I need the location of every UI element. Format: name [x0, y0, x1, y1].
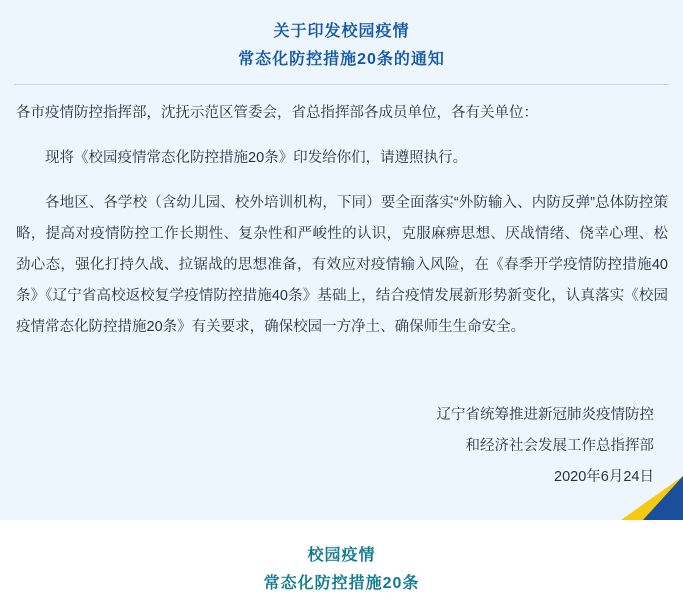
title-divider — [14, 84, 669, 85]
notice-paragraph-1: 现将《校园疫情常态化防控措施20条》印发给你们，请遵照执行。 — [45, 150, 468, 166]
banner-title — [0, 520, 683, 598]
decorative-blue-corner — [643, 476, 683, 520]
signature-org-line-2: 和经济社会发展工作总指挥部 — [465, 438, 654, 454]
notice-paragraph-2: 各地区、各学校（含幼儿园、校外培训机构，下同）要全面落实“外防输入、内防反弹”总体防控策略，提高对疫情防控工作长期性、复杂性和严峻性的认识，克服麻痹思想、厌战情绪、侥幸心理、松劲心态，强化打持久战、拉锯战的思想准备，有效应对疫情输入风险，在《春季开学疫情防控措施40条》《辽宁省高校返校复学疫情防控措施40条》基础上，结合疫情发展新形势新变化，认真落实《校园疫情常态化防控措施20条》有关要求，确保校园一方净土、确保师生生命安全。 — [16, 195, 668, 335]
notice-title-line-2: 常态化防控措施20条的通知 — [238, 51, 445, 68]
notice-body — [16, 98, 668, 357]
banner-title-line-2: 常态化防控措施20条 — [263, 575, 420, 592]
notice-signature — [16, 400, 668, 493]
notice-title-line-1: 关于印发校园疫情 — [273, 23, 410, 40]
notice-addressee: 各市疫情防控指挥部，沈抚示范区管委会，省总指挥部各成员单位，各有关单位： — [16, 105, 538, 121]
signature-org-line-1: 辽宁省统筹推进新冠肺炎疫情防控 — [436, 407, 654, 423]
signature-date: 2020年6月24日 — [554, 469, 654, 485]
banner-title-line-1: 校园疫情 — [307, 547, 376, 564]
notice-title — [0, 0, 683, 74]
bottom-banner — [0, 520, 683, 606]
